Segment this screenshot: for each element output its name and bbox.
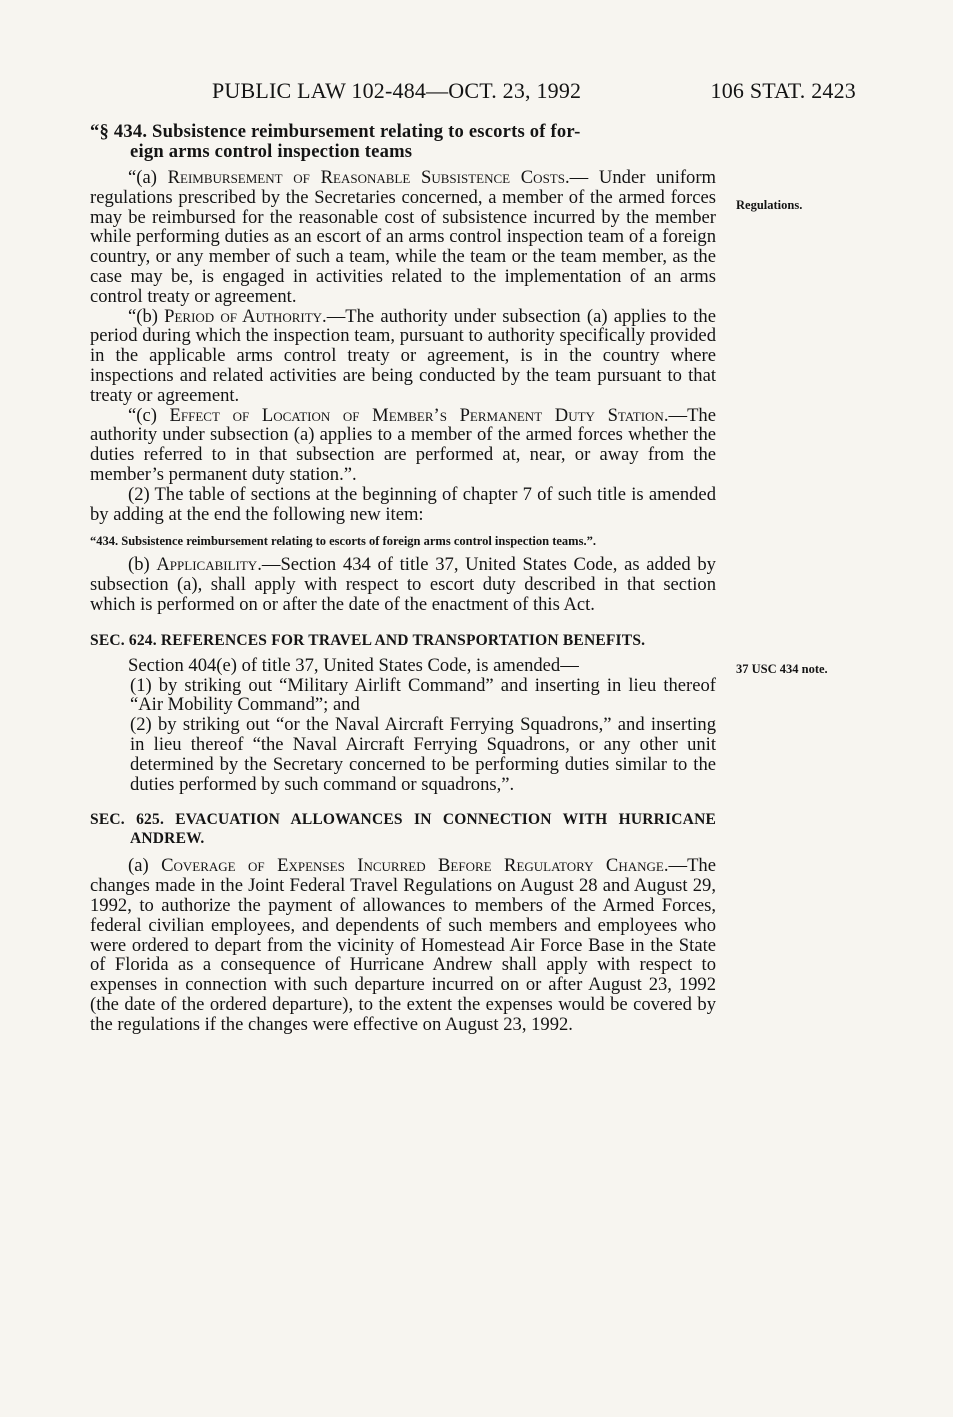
header-title: PUBLIC LAW 102-484—OCT. 23, 1992 (212, 78, 582, 103)
margin-note-regulations: Regulations. (736, 198, 803, 212)
margin-note-usc: 37 USC 434 note. (736, 662, 828, 676)
subsection-b (90, 307, 716, 406)
section-625-subsection-a (90, 856, 716, 1034)
paragraph-2: (2) The table of sections at the beginning of chapter 7 of such title is amended by adding at the end the following new item: (90, 483, 716, 525)
section-625-a-caption: Coverage of Expenses Incurred Before Regulatory Change. (161, 855, 669, 877)
subsection-c-prefix: “(c) (128, 404, 170, 426)
body-column (90, 122, 716, 1034)
section-434-heading-line2: eign arms control inspection teams (130, 141, 413, 162)
applicability-caption: Applicability. (156, 554, 262, 576)
section-625-title: SEC. 625. EVACUATION ALLOWANCES IN CONNECTION WITH HURRICANE ANDREW. (90, 811, 716, 848)
section-624-item-1: (1) by striking out “Military Airlift Command” and inserting in lieu thereof “Air Mobility Command”; and (130, 674, 716, 716)
subsection-b-caption: Period of Authority. (164, 305, 327, 327)
applicability-prefix: (b) (128, 554, 157, 576)
section-624-title: SEC. 624. REFERENCES FOR TRAVEL AND TRANSPORTATION BENEFITS. (90, 631, 646, 649)
applicability-text: —Section 434 of title 37, United States Code, as added by subsection (a), shall apply with respect to escort duty described in that section which is performed on or after the date of the enactment of this Act. (90, 554, 716, 615)
subsection-b-text: —The authority under subsection (a) applies to the period during which the inspection team, pursuant to authority specifically provided in the applicable arms control treaty or agreement, is in the country where inspections and related activities are being conducted by the team pursuant to that treaty or agreement. (90, 305, 716, 406)
section-625-a-text: —The changes made in the Joint Federal Travel Regulations on August 28 and August 29, 1992, to authorize the payment of allowances to members of the Armed Forces, federal civilian employees, and dependents of such members and employees who were ordered to depart from the vicinity of Homestead Air Force Base in the State of Florida as a consequence of Hurricane Andrew shall apply with respect to expenses in connection with such departure incurred on or after August 23, 1992 (the date of the ordered departure), to the extent the expenses would be covered by the regulations if the changes were effective on August 23, 1992. (90, 855, 716, 1035)
applicability-paragraph (90, 555, 716, 614)
subsection-c (90, 406, 716, 485)
subsection-c-text: —The authority under subsection (a) applies to a member of the armed forces whether the duties referred to in that subsection are performed at, near, or away from the member’s permanent duty station.”. (90, 404, 716, 485)
section-434-heading (90, 122, 716, 162)
section-624-intro: Section 404(e) of title 37, United States Code, is amended— (128, 654, 579, 676)
section-624-item-2: (2) by striking out “or the Naval Aircraft Ferrying Squadrons,” and inserting in lieu thereof “the Naval Aircraft Ferrying Squadrons, or any other unit determined by the Secretary concerned to be performing duties similar to the duties performed by such command or squadrons,”. (130, 714, 716, 795)
page-header (212, 78, 856, 104)
subsection-a-caption: Reimbursement of Reasonable Subsistence Costs. (167, 167, 570, 188)
section-434-heading-line1: “§ 434. Subsistence reimbursement relating to escorts of for- (90, 121, 581, 142)
subsection-a (90, 168, 716, 307)
table-of-sections-item: “434. Subsistence reimbursement relating to escorts of foreign arms control inspection teams.”. (90, 534, 596, 549)
section-625-a-prefix: (a) (128, 855, 162, 877)
subsection-c-caption: Effect of Location of Member’s Permanent Duty Station. (169, 404, 669, 426)
subsection-a-prefix: “(a) (128, 167, 168, 188)
subsection-a-text: — Under uniform regulations prescribed by the Secretaries concerned, a member of the armed forces may be reimbursed for the reasonable cost of subsistence incurred by the member while performing duties as an escort of an arms control inspection team of a foreign country, or any member of such a team, while the team or the team member, as the case may be, is engaged in activities related to the implementation of an arms control treaty or agreement. (90, 167, 717, 307)
subsection-b-prefix: “(b) (128, 305, 165, 327)
header-stat-page: 106 STAT. 2423 (710, 78, 856, 103)
